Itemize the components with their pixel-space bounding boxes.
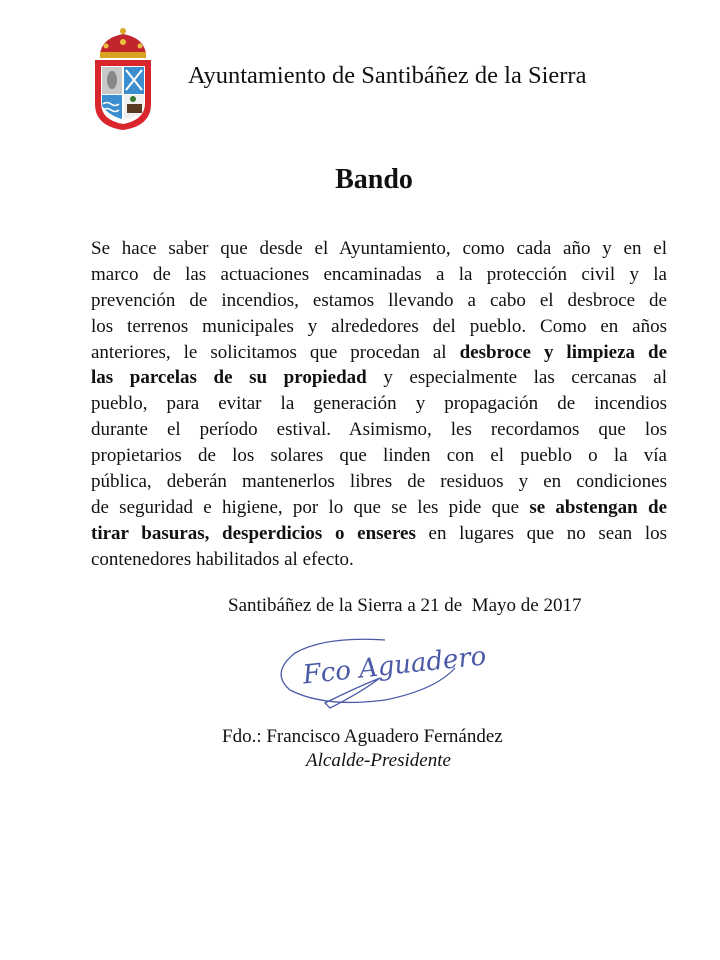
body-line xyxy=(91,391,667,417)
text-segment: prevención de incendios, estamos llevando a cabo el desbroce de xyxy=(91,289,667,311)
body-line xyxy=(91,469,667,495)
text-segment: y especialmente las cercanas al xyxy=(366,367,667,389)
coat-of-arms-icon xyxy=(92,24,154,132)
text-segment: pueblo, para evitar la generación y propagación de incendios xyxy=(91,393,667,415)
body-line xyxy=(91,417,667,443)
text-segment: pública, deberán mantenerlos libres de residuos y en condiciones xyxy=(91,471,667,493)
bold-text: se abstengan de xyxy=(529,496,667,518)
text-segment: contenedores habilitados al efecto. xyxy=(91,548,354,570)
signer-role: Alcalde-Presidente xyxy=(306,750,451,771)
document-heading: Bando xyxy=(335,164,413,195)
notice-body xyxy=(91,236,667,573)
bold-text: las parcelas de su propiedad xyxy=(91,367,367,389)
municipality-title: Ayuntamiento de Santibáñez de la Sierra xyxy=(188,62,587,89)
bold-text: tirar basuras, desperdicios o enseres xyxy=(91,522,416,544)
text-segment: anteriores, le solicitamos que procedan al xyxy=(91,341,460,363)
signature-text: Fco Aguadero xyxy=(301,641,488,691)
body-line xyxy=(91,236,667,262)
body-line xyxy=(91,443,667,469)
body-line xyxy=(91,495,667,521)
body-line xyxy=(91,262,667,288)
body-line xyxy=(91,340,667,366)
text-segment: Se hace saber que desde el Ayuntamiento, como cada año y en el xyxy=(91,238,667,259)
body-line xyxy=(91,288,667,314)
text-segment: los terrenos municipales y alrededores del pueblo. Como en años xyxy=(91,315,667,337)
text-segment: en lugares que no sean los xyxy=(415,522,667,544)
bold-text: desbroce y limpieza de xyxy=(459,341,668,363)
signed-by: Fdo.: Francisco Aguadero Fernández xyxy=(222,726,503,747)
body-line xyxy=(91,314,667,340)
date-line: Santibáñez de la Sierra a 21 de Mayo de 2017 xyxy=(228,595,582,616)
body-line xyxy=(91,521,667,547)
text-segment: propietarios de los solares que linden con el pueblo o la vía xyxy=(91,445,667,467)
text-segment: durante el período estival. Asimismo, les recordamos que los xyxy=(91,419,667,441)
body-line xyxy=(91,365,667,391)
signature xyxy=(265,628,490,718)
body-line xyxy=(91,547,667,573)
text-segment: marco de las actuaciones encaminadas a la protección civil y la xyxy=(91,263,667,285)
text-segment: de seguridad e higiene, por lo que se les pide que xyxy=(91,496,530,518)
